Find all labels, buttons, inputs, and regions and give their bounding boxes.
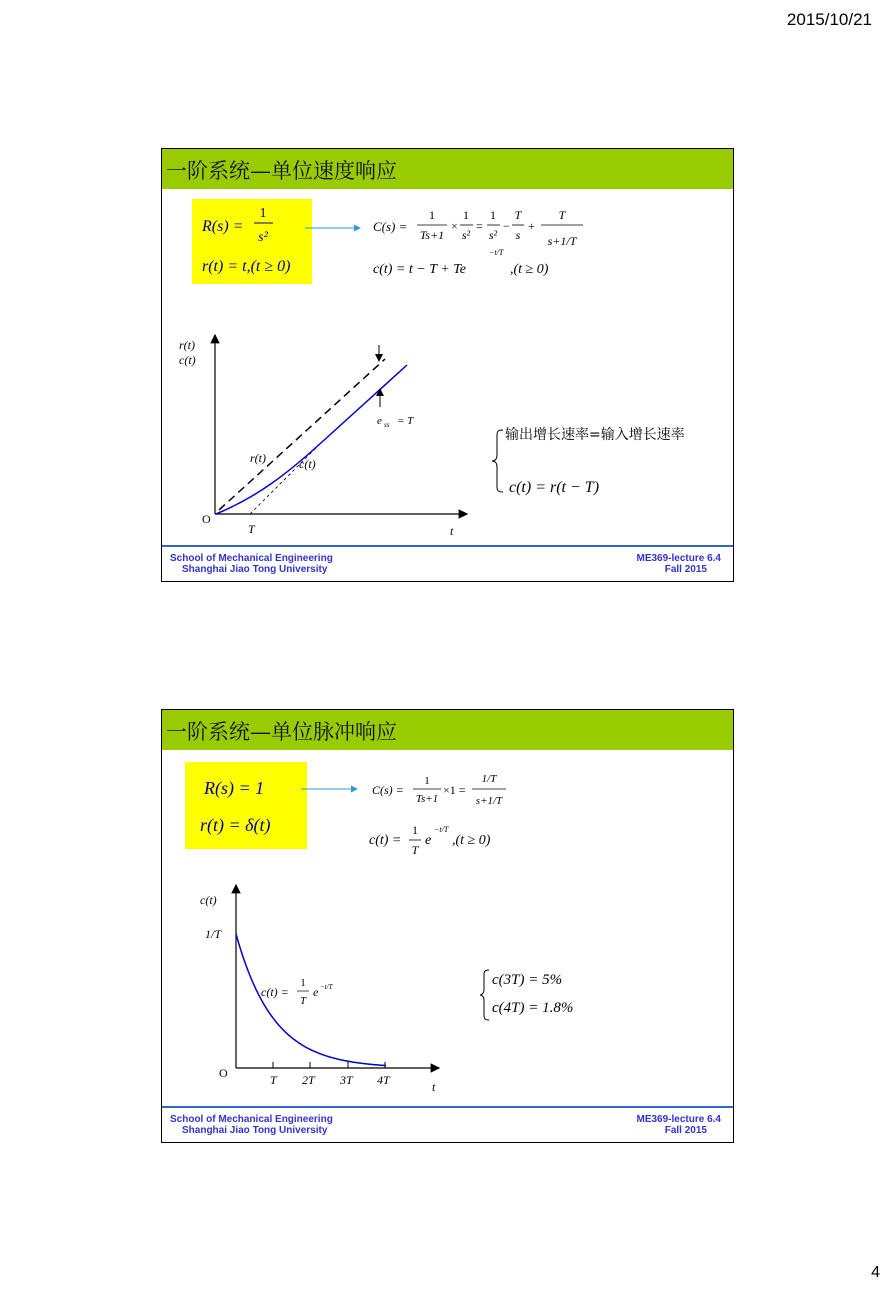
Cs-f1-den: Ts+1 bbox=[415, 793, 439, 805]
footer-school-line1: School of Mechanical Engineering bbox=[170, 1114, 333, 1125]
footer-course-line2: Fall 2015 bbox=[664, 1125, 707, 1136]
rt-formula: r(t) = t,(t ≥ 0) bbox=[202, 258, 291, 275]
curve-label-e: e bbox=[313, 985, 319, 999]
slide-title: 一阶系统—单位脉冲响应 bbox=[166, 720, 397, 744]
curve-label-rt: r(t) bbox=[250, 451, 266, 465]
Cs-times: × bbox=[451, 219, 458, 233]
y-axis-label: c(t) bbox=[200, 893, 217, 907]
ess-equals-T: = T bbox=[397, 415, 414, 427]
impulse-response-curve bbox=[236, 934, 386, 1066]
slide-title: 一阶系统—单位速度响应 bbox=[166, 159, 397, 183]
Cs-f3-den: s² bbox=[488, 228, 498, 242]
ct-e: e bbox=[425, 833, 432, 848]
ct-lhs: c(t) = bbox=[369, 833, 402, 848]
ct-condition: ,(t ≥ 0) bbox=[452, 833, 491, 848]
Cs-f5-num: T bbox=[558, 208, 566, 222]
Rs-num: 1 bbox=[259, 206, 267, 221]
Cs-times-one: ×1 = bbox=[443, 783, 466, 797]
ct-exponent: −t/T bbox=[434, 825, 449, 834]
x-tick-2T: 2T bbox=[302, 1073, 315, 1087]
curve-label-lhs: c(t) = bbox=[261, 985, 289, 999]
ct-num: 1 bbox=[412, 823, 418, 837]
curve-label-exp: −t/T bbox=[320, 983, 333, 991]
Rs-lhs: R(s) = bbox=[202, 218, 244, 235]
Cs-equals: = bbox=[476, 219, 483, 233]
output-curve bbox=[216, 365, 407, 514]
page-date: 2015/10/21 bbox=[786, 10, 872, 29]
Cs-f2-num: 1 bbox=[463, 208, 469, 222]
footer-course bbox=[637, 553, 722, 575]
Cs-f1-num: 1 bbox=[429, 208, 435, 222]
x-tick-3T: 3T bbox=[340, 1073, 353, 1087]
footer-course-line1: ME369-lecture 6.4 bbox=[636, 553, 721, 564]
Cs-f5-den: s+1/T bbox=[547, 234, 577, 248]
ess-label: e bbox=[377, 415, 382, 427]
Cs-f1-num: 1 bbox=[424, 775, 430, 787]
note-line1: c(3T) = 5% bbox=[492, 972, 563, 988]
origin-label: O bbox=[202, 512, 211, 526]
curve-label-den: T bbox=[299, 995, 307, 1007]
curve-label-num: 1 bbox=[300, 977, 306, 989]
footer-school bbox=[170, 553, 333, 575]
footer-course-line2: Fall 2015 bbox=[664, 564, 707, 575]
Cs-f4-num: T bbox=[514, 208, 522, 222]
y-label-rt: r(t) bbox=[179, 338, 195, 352]
slide-impulse-response bbox=[161, 709, 734, 1143]
ct-exponent: −t/T bbox=[489, 248, 504, 257]
Rs-formula: R(s) = 1 bbox=[204, 778, 265, 798]
Cs-plus: + bbox=[528, 219, 535, 233]
footer-school-line2: Shanghai Jiao Tong University bbox=[182, 1125, 328, 1136]
Cs-f2-den: s² bbox=[461, 228, 471, 242]
Cs-lhs: C(s) = bbox=[373, 219, 408, 234]
note-brace bbox=[480, 970, 489, 1020]
rt-formula: r(t) = δ(t) bbox=[200, 815, 271, 835]
x-tick-4T: 4T bbox=[377, 1073, 390, 1087]
note-text: 输出增长速率=输入增长速率 bbox=[505, 427, 685, 443]
ct-den: T bbox=[411, 843, 419, 857]
footer-divider bbox=[162, 1106, 733, 1108]
input-ramp-line bbox=[219, 359, 385, 510]
Cs-lhs: C(s) = bbox=[372, 783, 404, 797]
Cs-f1-den: Ts+1 bbox=[419, 228, 445, 242]
footer-school bbox=[170, 1114, 333, 1136]
x-axis-label: t bbox=[432, 1080, 436, 1094]
Cs-f2-num: 1/T bbox=[481, 773, 497, 785]
Cs-f4-den: s bbox=[515, 228, 521, 242]
origin-label: O bbox=[219, 1066, 228, 1080]
x-tick-T: T bbox=[248, 522, 255, 536]
ct-formula: c(t) = t − T + Te bbox=[373, 262, 466, 277]
note-brace bbox=[492, 430, 503, 492]
x-axis-label: t bbox=[450, 524, 454, 538]
footer-school-line2: Shanghai Jiao Tong University bbox=[182, 564, 328, 575]
y-label-ct: c(t) bbox=[179, 353, 196, 367]
slide2-canvas bbox=[162, 710, 733, 1142]
Cs-f3-num: 1 bbox=[490, 208, 496, 222]
page-number: 4 bbox=[871, 1264, 880, 1281]
Cs-f2-den: s+1/T bbox=[475, 795, 503, 807]
slide-velocity-response bbox=[161, 148, 734, 582]
x-tick-T: T bbox=[270, 1073, 277, 1087]
footer-course-line1: ME369-lecture 6.4 bbox=[636, 1114, 721, 1125]
note-line2: c(4T) = 1.8% bbox=[492, 1000, 574, 1016]
ess-subscript: ss bbox=[384, 421, 390, 429]
ct-condition: ,(t ≥ 0) bbox=[510, 262, 549, 277]
y-tick-1-over-T: 1/T bbox=[205, 927, 222, 941]
Rs-den: s² bbox=[258, 230, 268, 245]
footer-divider bbox=[162, 545, 733, 547]
slide1-canvas bbox=[162, 149, 733, 581]
footer-school-line1: School of Mechanical Engineering bbox=[170, 553, 333, 564]
Cs-minus: − bbox=[503, 219, 510, 233]
note-equation: c(t) = r(t − T) bbox=[509, 479, 600, 496]
footer-course bbox=[637, 1114, 722, 1136]
curve-label-ct: c(t) bbox=[299, 457, 316, 471]
